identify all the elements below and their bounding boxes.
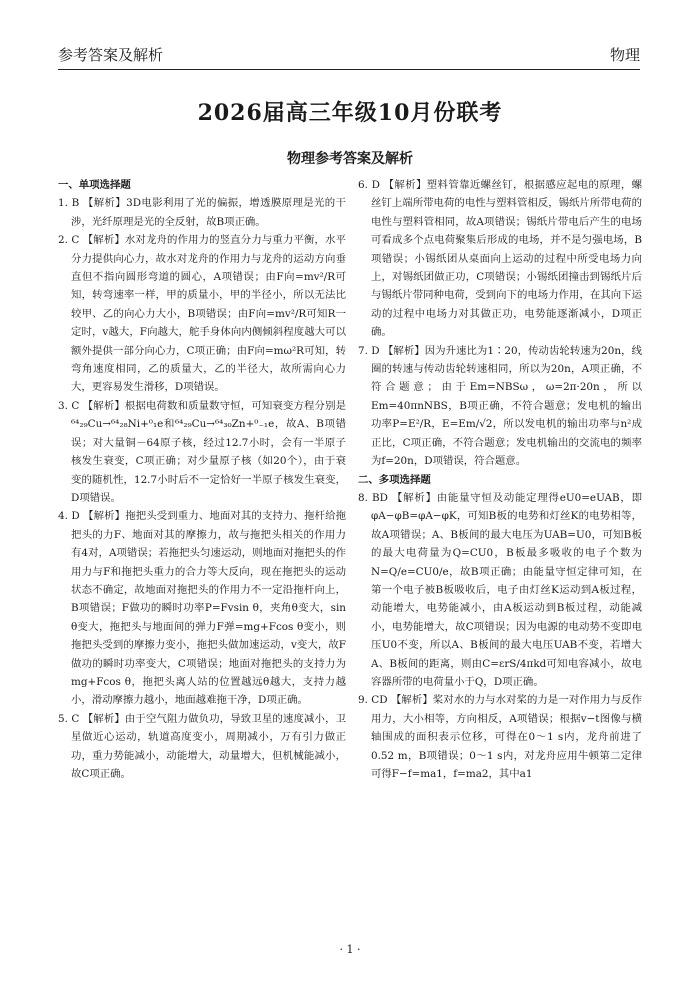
answer-item: 7. D 【解析】因为升速比为1∶20，传动齿轮转速为20n，线圈的转速与传动齿轮转速相同，所以为20n，A项正确，不符合题意；由于Em=NBSω，ω=2π·20n，所以Em=40πnNBS，B项正确，不符合题意；发电机的输出功率P=E²/R，E=Em/√2，所以发电机的输出功率与n²成正比，C项正确，不符合题意；发电机输出的交流电的频率为f=20n，D项错误，符合题意。 bbox=[358, 344, 642, 468]
answer-item: 6. D 【解析】塑料管靠近螺丝钉，根据感应起电的原理，螺丝钉上端所带电荷的电性与塑料管相反，锡纸片所带电荷的电性与塑料管相同，故A项错误；锡纸片带电后产生的电场可看成多个点电荷聚集后形成的电场，并不是匀强电场，B项错误；小锡纸团从桌面向上运动的过程中所受电场力向上，对锡纸团做正功，C项错误；小锡纸团撞击到锡纸片后与锡纸片带同种电荷，受到向下的电场力作用，在其向下运动的过程中电场力对其做正功，电势能逐渐减小，D项正确。 bbox=[358, 179, 642, 339]
section-heading: 二、多项选择题 bbox=[358, 473, 431, 486]
section-heading: 一、单项选择题 bbox=[58, 179, 131, 191]
answer-item: 9. CD 【解析】桨对水的力与水对桨的力是一对作用力与反作用力，大小相等，方向相反，A项错误；根据v−t图像与横轴围成的面积表示位移，可得在0～1 s内，龙舟前进了0.52 m，B项错误；0～1 s内，对龙舟应用牛顿第二定律可得F−f=ma1，f=ma2，其中a1 bbox=[358, 694, 642, 780]
left-column bbox=[58, 176, 346, 783]
page-subtitle: 物理参考答案及解析 bbox=[287, 151, 413, 167]
answer-item: 5. C 【解析】由于空气阻力做负功，导致卫星的速度减小，卫星做近心运动，轨道高度变小，周期减小，万有引力做正功，重力势能减小，动能增大，动量增大，但机械能减小，故C项正确。 bbox=[58, 712, 346, 780]
page-title: 2026届高三年级10月份联考 bbox=[197, 100, 503, 126]
right-column bbox=[358, 176, 642, 783]
header-rule bbox=[58, 69, 640, 70]
answer-item: 2. C 【解析】水对龙舟的作用力的竖直分力与重力平衡，水平分力提供向心力，故水对龙舟的作用力与龙舟的运动方向垂直但不指向圆形弯道的圆心，A项错误；由F向=mv²/R可知，转弯速率一样，甲的质量小，甲的半径小，所以无法比较甲、乙的向心力大小，B项错误；由F向=mv²/R可知R一定时，v越大，F向越大，舵手身体向内侧倾斜程度越大可以额外提供一部分向心力，C项正确；由F向=mω²R可知，转弯角速度相同，乙的质量大，乙的半径大，故所需向心力大，更容易发生滑移，D项错误。 bbox=[58, 234, 346, 394]
header-right: 物理 bbox=[609, 46, 640, 64]
answer-item: 4. D 【解析】拖把头受到重力、地面对其的支持力、拖杆给拖把头的力F、地面对其的摩擦力，故与拖把头相关的作用力有4对，A项错误；若拖把头匀速运动，则地面对拖把头的作用力与F和拖把头重力的合力等大反向，现在拖把头的运动状态不确定，故地面对拖把头的作用力不一定沿拖杆向上，B项错误；F做功的瞬时功率P=Fvsin θ，夹角θ变大，sin θ变大，拖把头与地面间的弹力F弹=mg+Fcos θ变小，则拖把头受到的摩擦力变小，拖把头做加速运动，v变大，故F做功的瞬时功率变大，C项错误；地面对拖把头的支持力为mg+Fcos θ，拖把头离人站的位置越远θ越大，支持力越小，滑动摩擦力越小，地面越难拖干净，D项正确。 bbox=[58, 510, 346, 707]
page-number: · 1 · bbox=[339, 943, 361, 956]
answer-item: 3. C 【解析】根据电荷数和质量数守恒，可知衰变方程分别是⁶⁴₂₉Cu→⁶⁴₂₈Ni+⁰₁e和⁶⁴₂₉Cu→⁶⁴₃₀Zn+⁰₋₁e，故A、B项错误；对大量铜－64原子核，经过12.7小时，会有一半原子核发生衰变，C项正确；对少量原子核（如20个），由于衰变的随机性，12.7小时后不一定恰好一半原子核发生衰变，D项错误。 bbox=[58, 399, 346, 504]
page-header bbox=[58, 44, 640, 66]
header-left: 参考答案及解析 bbox=[58, 46, 164, 64]
answer-item: 1. B 【解析】3D电影利用了光的偏振，增透膜原理是光的干涉，光纤原理是光的全反射，故B项正确。 bbox=[58, 197, 346, 228]
answer-item: 8. BD 【解析】由能量守恒及动能定理得eU0=eUAB，即φA−φB=φA−φK，可知B板的电势和灯丝K的电势相等，故A项错误；A、B板间的最大电压为UAB=U0，可知B板的最大电荷量为Q=CU0，B板最多吸收的电子个数为N=Q/e=CU0/e，故B项正确；由能量守恒定律可知，在第一个电子被B板吸收后，电子由灯丝K运动到A板过程，动能增大，电势能减小，由A板运动到B板过程，动能减小，电势能增大，故C项错误；因为电源的电动势不变即电压U0不变，所以A、B板间的最大电压UAB不变，若增大A、B板间的距离，则由C=εrS/4πkd可知电容减小，故电容器所带的电荷量小于Q，D项正确。 bbox=[358, 491, 642, 688]
